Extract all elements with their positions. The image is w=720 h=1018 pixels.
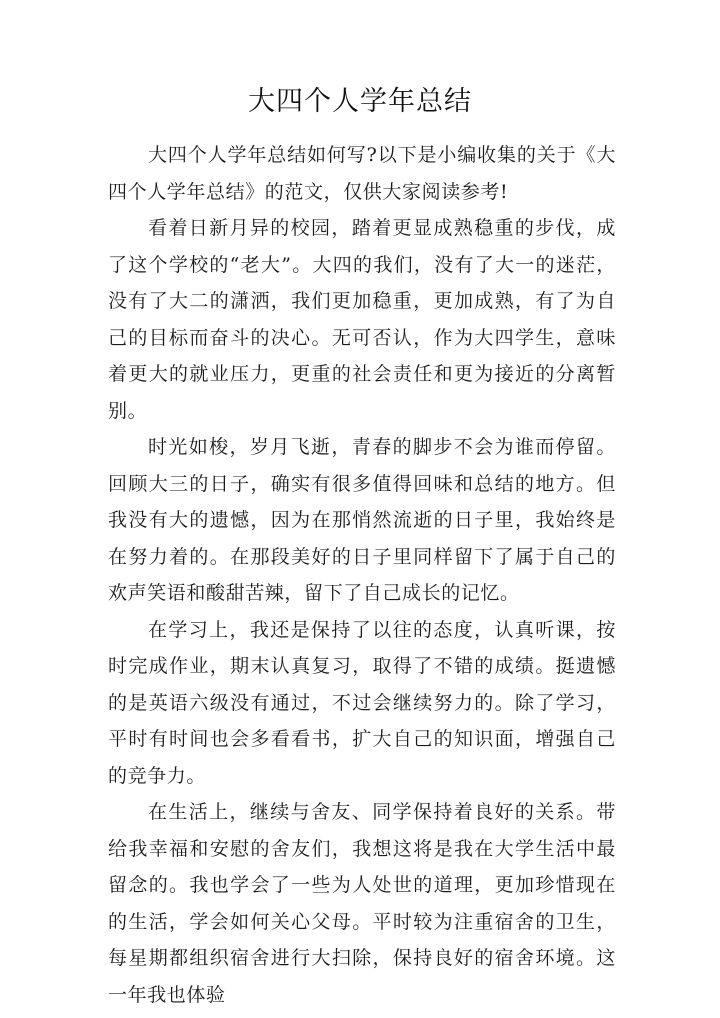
paragraph-study: 在学习上，我还是保持了以往的态度，认真听课，按时完成作业，期末认真复习，取得了不错的成绩。挺遗憾的是英语六级没有通过，不过会继续努力的。除了学习，平时有时间也会多看看书，扩大自己的知识面，增强自己的竞争力。	[108, 618, 616, 787]
document-body	[108, 137, 616, 1013]
paragraph-senior-year: 看着日新月异的校园，踏着更显成熟稳重的步伐，成了这个学校的“老大”。大四的我们，没有了大一的迷茫，没有了大二的潇洒，我们更加稳重，更加成熟，有了为自己的目标而奋斗的决心。无可否认，作为大四学生，意味着更大的就业压力，更重的社会责任和更为接近的分离暂别。	[108, 217, 616, 422]
paragraph-life: 在生活上，继续与舍友、同学保持着良好的关系。带给我幸福和安慰的舍友们，我想这将是我在大学生活中最留念的。我也学会了一些为人处世的道理，更加珍惜现在的生活，学会如何关心父母。平时较为注重宿舍的卫生，每星期都组织宿舍进行大扫除，保持良好的宿舍环境。这一年我也体验	[108, 801, 616, 1006]
document-title: 大四个人学年总结	[248, 86, 472, 117]
paragraph-intro: 大四个人学年总结如何写?以下是小编收集的关于《大四个人学年总结》的范文，仅供大家阅读参考!	[108, 144, 616, 203]
paragraph-time-passing: 时光如梭，岁月飞逝，青春的脚步不会为谁而停留。回顾大三的日子，确实有很多值得回味和总结的地方。但我没有大的遗憾，因为在那悄然流逝的日子里，我始终是在努力着的。在那段美好的日子里同样留下了属于自己的欢声笑语和酸甜苦辣，留下了自己成长的记忆。	[108, 436, 616, 604]
